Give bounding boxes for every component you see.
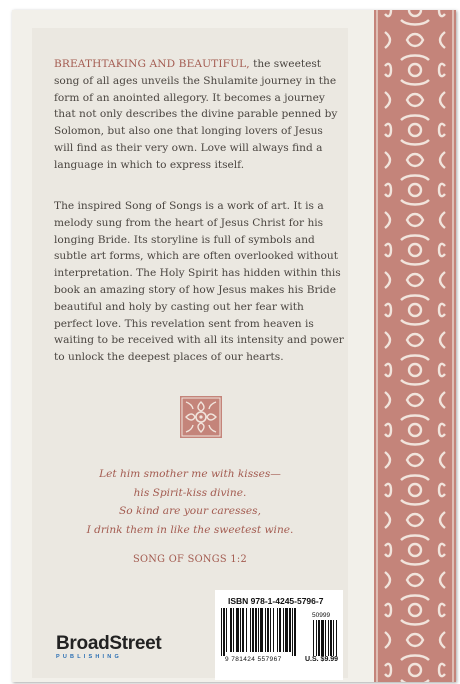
- back-cover: [12, 10, 456, 682]
- publisher-name: BroadStreet: [56, 633, 162, 654]
- decorative-pattern-strip: [374, 10, 456, 682]
- quote-line: his Spirit-kiss divine.: [133, 486, 247, 499]
- publisher-tagline: PUBLISHING: [56, 654, 122, 660]
- lead-phrase: BREATHTAKING AND BEAUTIFUL,: [54, 58, 250, 70]
- description-paragraph-1: [54, 56, 344, 174]
- publisher-logo: [56, 633, 161, 660]
- quote-line: So kind are your caresses,: [119, 505, 261, 517]
- isbn-text: ISBN 978-1-4245-5796-7: [228, 596, 324, 606]
- quote-line: Let him smother me with kisses—: [99, 468, 281, 480]
- scripture-quote: [32, 465, 348, 539]
- paragraph-1-text: the sweetest song of all ages unveils the Shulamite journey in the form of an anointed allegory. It becomes a journey that not only describes the divine parable penned by Solomon, but also one that longing lovers of Jesus will find as their very own. Love will always find a language in which to express itself.: [54, 58, 338, 171]
- floral-ornament-icon: [180, 396, 222, 438]
- quote-line: I drink them in like the sweetest wine.: [86, 523, 294, 536]
- scripture-reference: SONG OF SONGS 1:2: [132, 554, 248, 565]
- barcode-number: 9 781424 557967: [225, 656, 282, 663]
- text-panel: [32, 28, 348, 678]
- barcode-addon: 50999: [312, 612, 331, 619]
- price-text: U.S. $9.99: [305, 656, 339, 663]
- description-paragraph-2: The inspired Song of Songs is a work of art. It is a melody sung from the heart of Jesus Christ for his longing Bride. Its storyline is full of symbols and subtle art forms, which are often overlooked without interpretation. The Holy Spirit has hidden within this book an amazing story of how Jesus makes his Bride beautiful and holy by casting out her fear with perfect love. This revelation sent from heaven is waiting to be received with all its intensity and power to unlock the deepest places of our hearts.: [54, 200, 344, 364]
- barcode-block: [215, 590, 343, 680]
